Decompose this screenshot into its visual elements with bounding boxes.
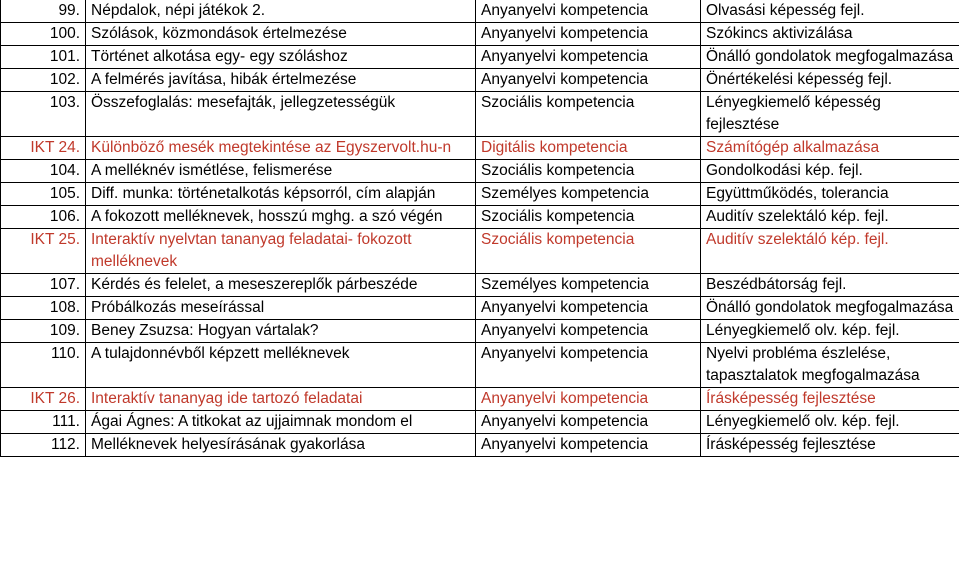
lesson-skill: Gondolkodási kép. fejl.	[701, 160, 959, 183]
lesson-competence: Személyes kompetencia	[476, 183, 701, 206]
lesson-skill: Lényegkiemelő olv. kép. fejl.	[701, 411, 959, 434]
table-row	[1, 183, 959, 206]
lesson-skill: Lényegkiemelő képesség fejlesztése	[701, 92, 959, 137]
lesson-number: 104.	[1, 160, 86, 183]
lesson-topic: Melléknevek helyesírásának gyakorlása	[86, 434, 476, 457]
lesson-competence: Szociális kompetencia	[476, 206, 701, 229]
lesson-plan-body	[1, 0, 959, 457]
lesson-number: IKT 25.	[1, 229, 86, 274]
table-row	[1, 434, 959, 457]
table-row	[1, 92, 959, 137]
table-row	[1, 411, 959, 434]
table-row	[1, 69, 959, 92]
lesson-topic: A fokozott melléknevek, hosszú mghg. a szó végén	[86, 206, 476, 229]
lesson-competence: Anyanyelvi kompetencia	[476, 0, 701, 23]
table-row-ikt	[1, 388, 959, 411]
lesson-topic: Kérdés és felelet, a meseszereplők párbeszéde	[86, 274, 476, 297]
table-row	[1, 206, 959, 229]
lesson-skill: Beszédbátorság fejl.	[701, 274, 959, 297]
lesson-skill: Nyelvi probléma észlelése, tapasztalatok megfogalmazása	[701, 343, 959, 388]
lesson-skill: Auditív szelektáló kép. fejl.	[701, 229, 959, 274]
lesson-number: 100.	[1, 23, 86, 46]
lesson-skill: Önértékelési képesség fejl.	[701, 69, 959, 92]
lesson-number: 106.	[1, 206, 86, 229]
lesson-competence: Szociális kompetencia	[476, 92, 701, 137]
lesson-number: 99.	[1, 0, 86, 23]
lesson-competence: Személyes kompetencia	[476, 274, 701, 297]
lesson-competence: Anyanyelvi kompetencia	[476, 297, 701, 320]
lesson-topic: A tulajdonnévből képzett melléknevek	[86, 343, 476, 388]
lesson-topic: Népdalok, népi játékok 2.	[86, 0, 476, 23]
lesson-skill: Önálló gondolatok megfogalmazása	[701, 297, 959, 320]
lesson-topic: Ágai Ágnes: A titkokat az ujjaimnak mondom el	[86, 411, 476, 434]
lesson-number: 102.	[1, 69, 86, 92]
lesson-number: IKT 24.	[1, 137, 86, 160]
lesson-number: 108.	[1, 297, 86, 320]
lesson-topic: Interaktív tananyag ide tartozó feladatai	[86, 388, 476, 411]
lesson-skill: Önálló gondolatok megfogalmazása	[701, 46, 959, 69]
lesson-topic: Interaktív nyelvtan tananyag feladatai- fokozott melléknevek	[86, 229, 476, 274]
lesson-topic: Összefoglalás: mesefajták, jellegzetességük	[86, 92, 476, 137]
lesson-topic: Próbálkozás meseírással	[86, 297, 476, 320]
lesson-skill: Együttműködés, tolerancia	[701, 183, 959, 206]
table-row	[1, 297, 959, 320]
lesson-number: 105.	[1, 183, 86, 206]
lesson-topic: A melléknév ismétlése, felismerése	[86, 160, 476, 183]
lesson-number: IKT 26.	[1, 388, 86, 411]
lesson-topic: Történet alkotása egy- egy szóláshoz	[86, 46, 476, 69]
table-row	[1, 46, 959, 69]
lesson-competence: Anyanyelvi kompetencia	[476, 46, 701, 69]
lesson-skill: Írásképesség fejlesztése	[701, 388, 959, 411]
lesson-number: 111.	[1, 411, 86, 434]
lesson-topic: A felmérés javítása, hibák értelmezése	[86, 69, 476, 92]
lesson-competence: Anyanyelvi kompetencia	[476, 69, 701, 92]
lesson-competence: Anyanyelvi kompetencia	[476, 343, 701, 388]
table-row	[1, 320, 959, 343]
lesson-number: 103.	[1, 92, 86, 137]
lesson-skill: Szókincs aktivizálása	[701, 23, 959, 46]
lesson-skill: Lényegkiemelő olv. kép. fejl.	[701, 320, 959, 343]
lesson-competence: Anyanyelvi kompetencia	[476, 388, 701, 411]
table-row	[1, 23, 959, 46]
lesson-competence: Anyanyelvi kompetencia	[476, 411, 701, 434]
lesson-topic: Szólások, közmondások értelmezése	[86, 23, 476, 46]
lesson-topic: Különböző mesék megtekintése az Egyszervolt.hu-n	[86, 137, 476, 160]
lesson-competence: Anyanyelvi kompetencia	[476, 434, 701, 457]
lesson-competence: Anyanyelvi kompetencia	[476, 23, 701, 46]
lesson-topic: Diff. munka: történetalkotás képsorról, cím alapján	[86, 183, 476, 206]
lesson-number: 107.	[1, 274, 86, 297]
lesson-skill: Írásképesség fejlesztése	[701, 434, 959, 457]
table-row	[1, 274, 959, 297]
lesson-competence: Anyanyelvi kompetencia	[476, 320, 701, 343]
table-row	[1, 160, 959, 183]
lesson-number: 110.	[1, 343, 86, 388]
lesson-number: 109.	[1, 320, 86, 343]
table-row	[1, 343, 959, 388]
lesson-skill: Olvasási képesség fejl.	[701, 0, 959, 23]
lesson-competence: Digitális kompetencia	[476, 137, 701, 160]
table-row-ikt	[1, 229, 959, 274]
lesson-skill: Auditív szelektáló kép. fejl.	[701, 206, 959, 229]
lesson-number: 112.	[1, 434, 86, 457]
lesson-skill: Számítógép alkalmazása	[701, 137, 959, 160]
lesson-number: 101.	[1, 46, 86, 69]
table-row-ikt	[1, 137, 959, 160]
lesson-topic: Beney Zsuzsa: Hogyan vártalak?	[86, 320, 476, 343]
lesson-competence: Szociális kompetencia	[476, 229, 701, 274]
table-row	[1, 0, 959, 23]
lesson-competence: Szociális kompetencia	[476, 160, 701, 183]
